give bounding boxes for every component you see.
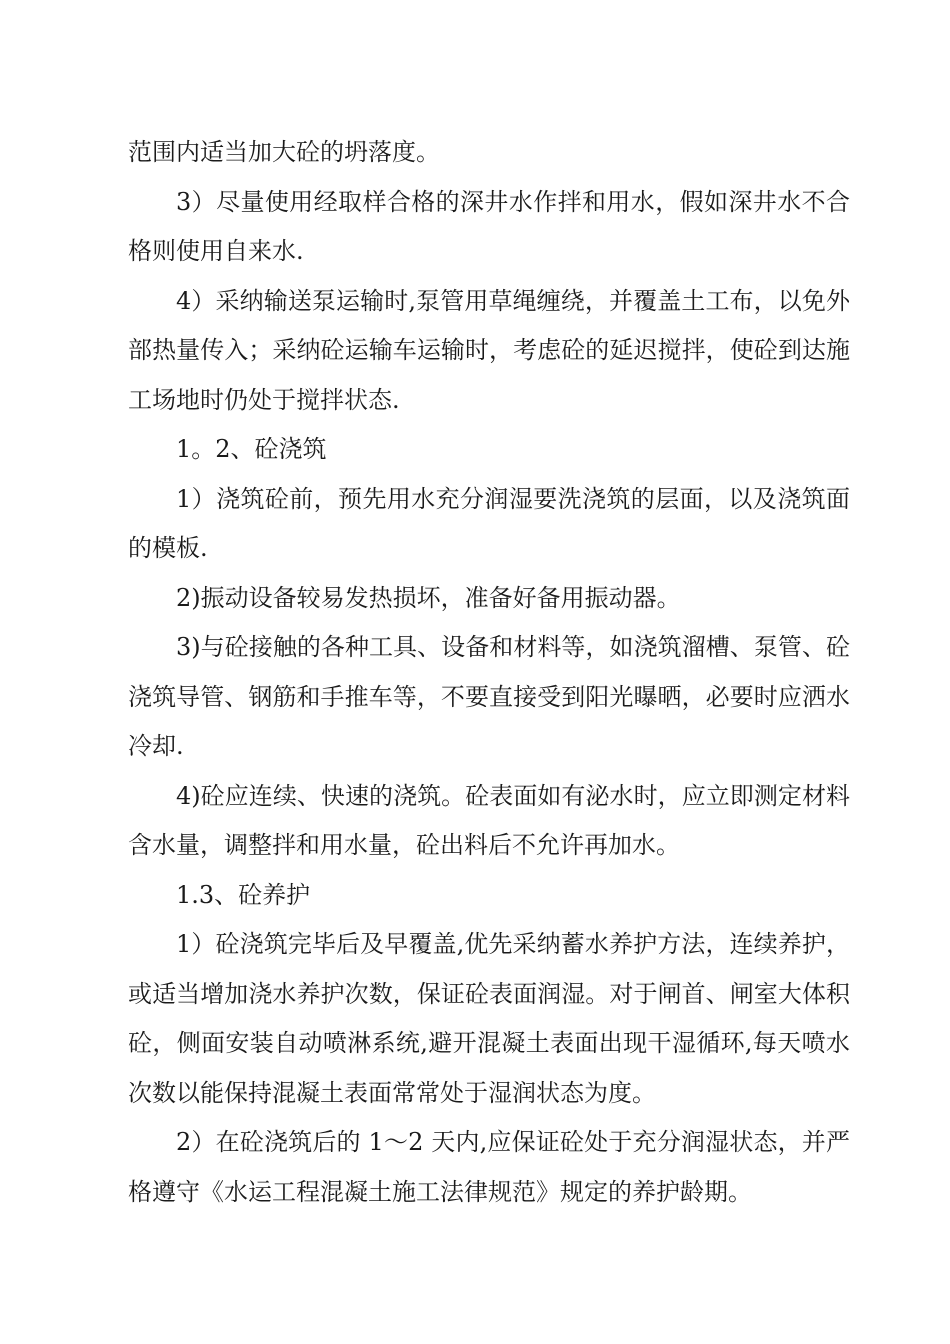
paragraph-item-3-water: 3）尽量使用经取样合格的深井水作拌和用水，假如深井水不合格则使用自来水. — [128, 187, 850, 265]
section-heading-curing: 1.3、砼养护 — [176, 880, 311, 909]
paragraph-pouring-3: 3)与砼接触的各种工具、设备和材料等，如浇筑溜槽、泵管、砼浇筑导管、钢筋和手推车等，不要直接受到阳光曝晒，必要时应洒水冷却. — [128, 633, 850, 760]
section-heading-pouring: 1。2、砼浇筑 — [176, 435, 327, 463]
paragraph-pouring-2: 2)振动设备较易发热损坏，准备好备用振动器。 — [176, 583, 681, 612]
paragraph-item-4-transport: 4）采纳输送泵运输时,泵管用草绳缠绕，并覆盖土工布，以免外部热量传入；采纳砼运输车运输时，考虑砼的延迟搅拌，使砼到达施工场地时仍处于搅拌状态. — [128, 286, 850, 414]
paragraph-continuation: 范围内适当加大砼的坍落度。 — [128, 138, 440, 166]
paragraph-curing-2: 2）在砼浇筑后的 1～2 天内,应保证砼处于充分润湿状态，并严格遵守《水运工程混凝土施工法律规范》规定的养护龄期。 — [128, 1128, 850, 1206]
paragraph-pouring-1: 1）浇筑砼前，预先用水充分润湿要洗浇筑的层面，以及浇筑面的模板. — [128, 484, 850, 562]
document-body — [128, 128, 850, 1217]
paragraph-pouring-4: 4)砼应连续、快速的浇筑。砼表面如有泌水时，应立即测定材料含水量，调整拌和用水量，砼出料后不允许再加水。 — [128, 781, 850, 859]
paragraph-curing-1: 1）砼浇筑完毕后及早覆盖,优先采纳蓄水养护方法，连续养护，或适当增加浇水养护次数，保证砼表面润湿。对于闸首、闸室大体积砼，侧面安装自动喷淋系统,避开混凝土表面出现干湿循环,每天喷水次数以能保持混凝土表面常常处于湿润状态为度。 — [128, 930, 850, 1107]
